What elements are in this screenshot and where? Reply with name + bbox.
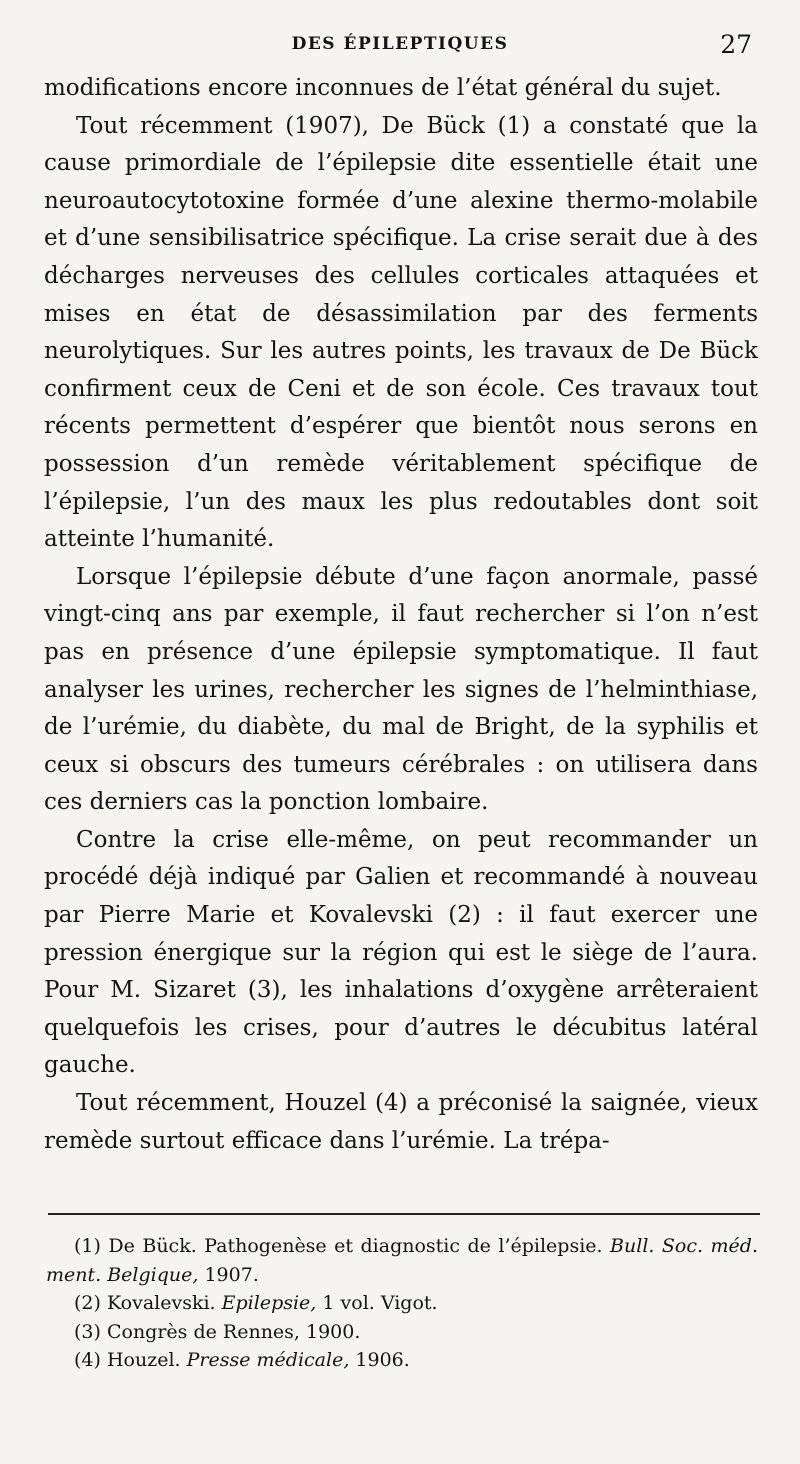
footnote-number: (1) bbox=[74, 1235, 101, 1257]
footnotes bbox=[46, 1232, 758, 1375]
paragraph-onset: Lorsque l’épilepsie débute d’une façon anormale, passé vingt-cinq ans par exemple, il faut rechercher si l’on n’est pas en présence d’une épilepsie symptomatique. Il faut analyser les urines, rechercher les signes de l’helminthiase, de l’urémie, du diabète, du mal de Bright, de la syphilis et ceux si obscurs des tumeurs cérébrales : on utilisera dans ces derniers cas la ponction lombaire. bbox=[44, 563, 758, 816]
footnote-2 bbox=[46, 1289, 758, 1318]
footnote-tail: 1907. bbox=[204, 1263, 259, 1286]
footnote-3 bbox=[46, 1318, 758, 1347]
running-title: DES ÉPILEPTIQUES bbox=[291, 34, 509, 54]
paragraph-crisis: Contre la crise elle-même, on peut recommander un procédé déjà indiqué par Galien et recommandé à nouveau par Pierre Marie et Kovalevski (2) : il faut exercer une pression énergique sur la région qui est le siège de l’aura. Pour M. Sizaret (3), les inhalations d’oxygène arrêteraient quelquefois les crises, pour d’autres le décubitus latéral gauche. bbox=[44, 826, 758, 1079]
footnote-text: Houzel. bbox=[106, 1349, 181, 1371]
paragraph-de-buck: Tout récemment (1907), De Bück (1) a constaté que la cause primordiale de l’épilepsie dite essentielle était une neuroautocytotoxine formée d’une alexine thermo-molabile et d’une sensibilisatrice spécifique. La crise serait due à des décharges nerveuses des cellules corticales attaquées et mises en état de désassimilation par des ferments neurolytiques. Sur les autres points, les travaux de De Bück confirment ceux de Ceni et de son école. Ces travaux tout récents permettent d’espérer que bientôt nous serons en possession d’un remède véritablement spécifique de l’épilepsie, l’un des maux les plus redoutables dont soit atteinte l’humanité. bbox=[44, 112, 758, 553]
footnote-source: Bull. Soc. méd. ment. Belgique, bbox=[46, 1235, 758, 1286]
footnote-tail: 1 vol. Vigot. bbox=[322, 1292, 438, 1314]
footnote-text: Kovalevski. bbox=[106, 1292, 216, 1314]
footnote-4 bbox=[46, 1346, 758, 1375]
footnote-number: (3) bbox=[74, 1320, 101, 1343]
footnote-source: Presse médicale, bbox=[186, 1349, 350, 1371]
footnote-tail: 1906. bbox=[355, 1349, 410, 1371]
footnote-1 bbox=[46, 1232, 758, 1289]
paragraph-continuation: modifications encore inconnues de l’état général du sujet. bbox=[44, 75, 722, 101]
footnote-rule bbox=[48, 1213, 760, 1215]
footnote-source: Epilepsie, bbox=[221, 1292, 317, 1314]
footnote-text: De Bück. Pathogenèse et diagnostic de l’épilepsie. bbox=[108, 1235, 603, 1257]
footnote-text: Congrès de Rennes, 1900. bbox=[106, 1320, 361, 1343]
footnote-number: (2) bbox=[74, 1292, 101, 1314]
paragraph-houzel: Tout récemment, Houzel (4) a préconisé la saignée, vieux remède surtout efficace dans l’urémie. La trépa- bbox=[44, 1090, 758, 1154]
page-number: 27 bbox=[720, 30, 752, 59]
footnote-number: (4) bbox=[74, 1349, 101, 1371]
running-head bbox=[40, 32, 760, 66]
body-text bbox=[44, 70, 758, 1160]
